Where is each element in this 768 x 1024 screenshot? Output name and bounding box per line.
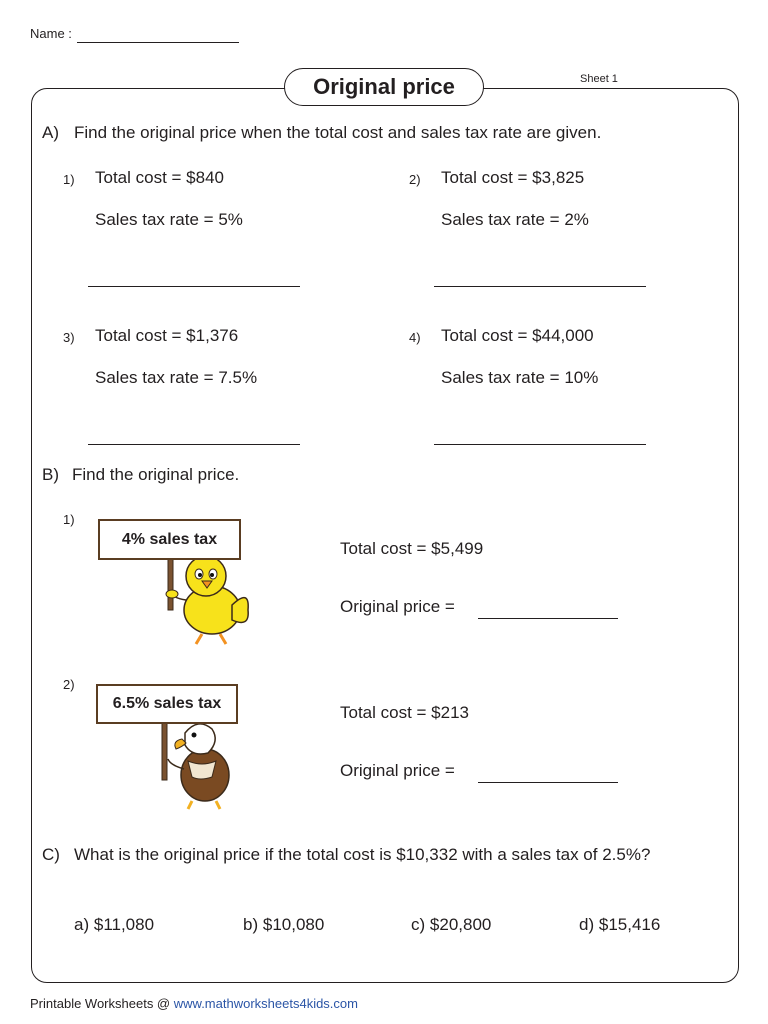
option-value: $10,080: [262, 915, 325, 934]
option-letter: d): [579, 915, 595, 934]
eagle-icon: [150, 715, 240, 810]
problem-tax-rate: Sales tax rate = 10%: [441, 368, 599, 387]
option-value: $11,080: [93, 915, 155, 934]
answer-line[interactable]: [478, 782, 618, 783]
problem-total-cost: Total cost = $213: [340, 703, 470, 722]
answer-line[interactable]: [478, 618, 618, 619]
option-letter: a): [74, 915, 90, 934]
problem-total-cost: Total cost = $5,499: [340, 539, 484, 558]
problem-tax-rate: Sales tax rate = 5%: [95, 210, 243, 229]
problem-total-cost: Total cost = $44,000: [441, 326, 594, 345]
problem-number: 2): [409, 172, 421, 187]
problem-tax-rate: Sales tax rate = 2%: [441, 210, 589, 229]
answer-line[interactable]: [88, 444, 300, 445]
option-value: $15,416: [598, 915, 661, 934]
option-letter: b): [243, 915, 259, 934]
problem-total-cost: Total cost = $3,825: [441, 168, 585, 187]
answer-line[interactable]: [434, 286, 646, 287]
section-c-question: What is the original price if the total cost is $10,332 with a sales tax of 2.5%?: [74, 845, 651, 864]
problem-number: 4): [409, 330, 421, 345]
answer-line[interactable]: [434, 444, 646, 445]
section-c-label: C): [42, 845, 60, 864]
sheet-label: Sheet 1: [580, 73, 618, 85]
option-b[interactable]: [243, 915, 324, 935]
option-a[interactable]: [74, 915, 154, 935]
section-a-instruction: Find the original price when the total cost and sales tax rate are given.: [74, 123, 602, 142]
name-label: Name :: [30, 26, 72, 41]
sales-tax-sign: 6.5% sales tax: [96, 684, 238, 724]
problem-tax-rate: Sales tax rate = 7.5%: [95, 368, 258, 387]
page-title: Original price: [284, 68, 484, 106]
problem-total-cost: Total cost = $1,376: [95, 326, 239, 345]
original-price-label: Original price =: [340, 761, 455, 780]
footer-link[interactable]: www.mathworksheets4kids.com: [173, 996, 358, 1011]
problem-number: 2): [63, 677, 75, 692]
option-d[interactable]: [579, 915, 660, 935]
section-b-label: B): [42, 465, 59, 484]
sales-tax-sign: 4% sales tax: [98, 519, 241, 560]
problem-number: 3): [63, 330, 75, 345]
chick-icon: [150, 550, 260, 645]
footer-text: Printable Worksheets @: [30, 996, 171, 1011]
section-b-instruction: Find the original price.: [72, 465, 240, 484]
problem-number: 1): [63, 172, 75, 187]
answer-line[interactable]: [88, 286, 300, 287]
section-a-label: A): [42, 123, 59, 142]
name-field-line[interactable]: [77, 42, 239, 43]
option-c[interactable]: [411, 915, 491, 935]
original-price-label: Original price =: [340, 597, 455, 616]
footer: [30, 996, 358, 1011]
option-letter: c): [411, 915, 426, 934]
problem-number: 1): [63, 512, 75, 527]
problem-total-cost: Total cost = $840: [95, 168, 225, 187]
option-value: $20,800: [429, 915, 492, 934]
